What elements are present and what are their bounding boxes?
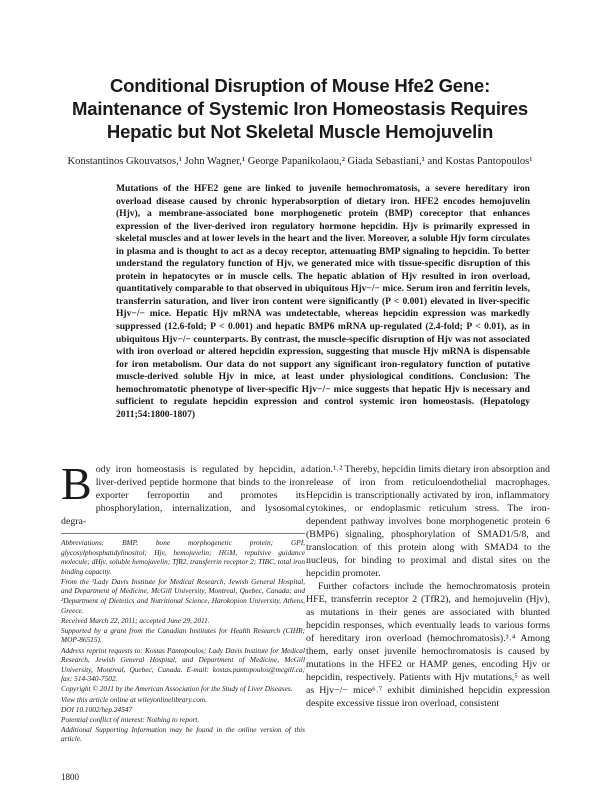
footnote-received: Received March 22, 2011; accepted June 29, 2011. [61, 615, 210, 625]
title-line-3: Hepatic but Not Skeletal Muscle Hemojuvelin [106, 121, 494, 142]
footnote-supporting-info: Additional Supporting Information may be found in the online version of this article. [61, 724, 305, 744]
abstract-text: Mutations of the HFE2 gene are linked to juvenile hemochromatosis, a severe hereditary iron overload disease caused by chronic hyperabsorption of dietary iron. HFE2 encodes hemojuvelin (Hjv), a membrane-associated bone morphogenetic protein (BMP) coreceptor that enhances expression of the liver-derived iron regulatory hormone hepcidin. Hjv is primarily expressed in skeletal muscles and at lower levels in the heart and the liver. Moreover, a soluble Hjv form circulates in plasma and is thought to act as a decoy receptor, attenuating BMP signaling to hepcidin. To better understand the regulatory function of Hjv, we generated mice with tissue-specific disruption of this protein in hepatocytes or in muscle cells. The hepatic ablation of Hjv resulted in iron overload, quantitatively comparable to that observed in ubiquitous Hjv−/− mice. Serum iron and ferritin levels, transferrin saturation, and liver iron content were significantly (P < 0.001) elevated in liver-specific Hjv−/− mice. Hepatic Hjv mRNA was undetectable, whereas hepcidin expression was markedly suppressed (12.6-fold; P < 0.001) and hepatic BMP6 mRNA up-regulated (2.4-fold; P < 0.01), as in ubiquitous Hjv−/− counterparts. By contrast, the muscle-specific disruption of Hjv was not associated with iron overload or altered hepcidin expression, suggesting that muscle Hjv mRNA is dispensable for iron metabolism. Our data do not support any significant iron-regulatory function of putative muscle-derived soluble Hjv in mice, at least under physiological conditions. Conclusion: The hemochromatotic phenotype of liver-specific Hjv−/− mice suggests that hepatic Hjv is necessary and sufficient to regulate hepcidin expression and control systemic iron homeostasis. (Hepatology 2011;54:1800-1807) [116, 183, 530, 420]
footnote-doi: DOI 10.1002/hep.24547 [61, 704, 133, 714]
title-line-1: Conditional Disruption of Mouse Hfe2 Gene: [109, 75, 491, 96]
footnote-abbreviations: Abbreviations: BMP, bone morphogenetic protein; GPI, glycosylphosphatidylinositol; Hjv, hemojuvelin; HGM, repulsive guidance molecule; dHjv, soluble hemojuvelin; TfR2, transferrin receptor 2; TIBC, total iron binding capacity. [61, 538, 305, 576]
author-list: Konstantinos Gkouvatsos,¹ John Wagner,¹ George Papanikolaou,² Giada Sebastiani,¹ and Kostas Pantopoulos¹ [67, 156, 533, 167]
body-intro-text: ody iron homeostasis is regulated by hepcidin, a liver-derived peptide hormone that binds to the iron exporter ferroportin and promotes its phosphorylation, internalization, and lysosomal degra- [61, 464, 305, 527]
footnote-reprints: Address reprint requests to: Kostas Pantopoulos; Lady Davis Institute for Medical Research, Jewish General Hospital, and Department of Medicine, McGill University, Montreal, Quebec, Canada. E-mail: kostas.pantopoulos@mcgill.ca; fax: 514-340-7502. [61, 645, 305, 684]
footnote-divider [61, 533, 305, 534]
footnotes [61, 538, 305, 744]
body-paragraph: dation.¹˒² Thereby, hepcidin limits dietary iron absorption and release of iron from reticuloendothelial macrophages. Hepcidin is transcriptionally activated by iron, inflammatory cytokines, or endoplasmic reticulum stress. The iron-dependent pathway involves bone morphogenetic protein 6 (BMP6) signaling, phosphorylation of SMAD1/5/8, and translocation of this protein along with SMAD4 to the nucleus, for binding to proximal and distal sites on the hepcidin promoter. [306, 464, 550, 579]
page-number: 1800 [61, 772, 79, 782]
footnote-conflict: Potential conflict of interest: Nothing to report. [61, 714, 200, 724]
title-line-2: Maintenance of Systemic Iron Homeostasis Requires [72, 98, 528, 119]
footnote-copyright: Copyright © 2011 by the American Association for the Study of Liver Diseases. [61, 684, 293, 694]
footnote-funding: Supported by a grant from the Canadian Institutes for Health Research (CIHR; MOP-86515). [61, 625, 305, 645]
abstract [116, 183, 530, 421]
footnote-affiliations: From the ¹Lady Davis Institute for Medical Research, Jewish General Hospital, and Department of Medicine, McGill University, Montreal, Quebec, Canada; and ²Department of Dietetics and Nutritional Science, Harokopion University, Athens, Greece. [61, 576, 305, 615]
drop-cap: B [61, 458, 92, 509]
body-paragraph [61, 458, 305, 528]
body-paragraph: Further cofactors include the hemochromatosis protein HFE, transferrin receptor 2 (TfR2), and hemojuvelin (Hjv), as mutations in their genes are associated with blunted hepcidin responses, which eventually leads to various forms of hereditary iron overload (hemochromatosis).³˒⁴ Among them, early onset juvenile hemochromatosis is caused by mutations in the HFE2 or HAMP genes, encoding Hjv or hepcidin, respectively. Patients with Hjv mutations,⁵ as well as Hjv−/− mice⁶˒⁷ exhibit diminished hepcidin expression despite excessive tissue iron overload, consistent [306, 581, 550, 709]
body-column-right [306, 463, 550, 710]
paper-title [40, 74, 560, 143]
footnote-online: View this article online at wileyonlinelibrary.com. [61, 694, 207, 704]
body-column-left [61, 458, 305, 528]
